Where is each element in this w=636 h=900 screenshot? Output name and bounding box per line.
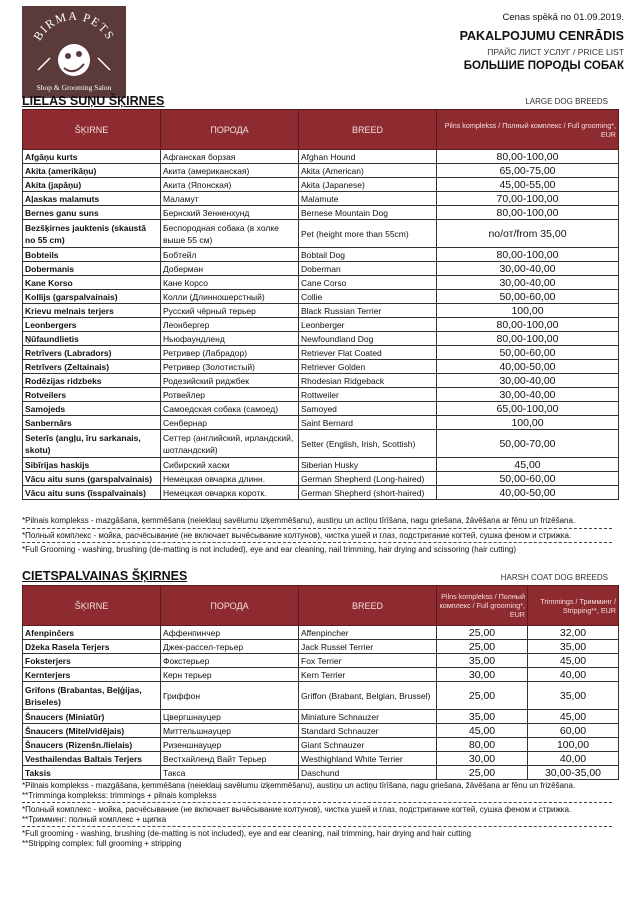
- note-lv-trimming: **Trimminga komplekss: trimmings + pilnais komplekss: [22, 790, 217, 800]
- table-row: [23, 710, 619, 724]
- table-row: [23, 220, 619, 248]
- table-row: [23, 262, 619, 276]
- table-row: [23, 178, 619, 192]
- table-row: [23, 332, 619, 346]
- cell-breed-lv: Krievu melnais terjers: [23, 304, 161, 318]
- cell-price: 35,00: [437, 710, 528, 724]
- cell-price: 100,00: [437, 416, 619, 430]
- table-row: [23, 752, 619, 766]
- cell-breed-en: Cane Corso: [299, 276, 437, 290]
- table-row: [23, 388, 619, 402]
- table-row: [23, 724, 619, 738]
- cell-price: 45,00: [528, 654, 619, 668]
- note-lv: *Pilnais komplekss - mazgāšana, ķemmēšana (neieklauj savēlumu izķemmēšanu), austiņu un actiņu tīrīšana, nagu griešana, žāvēšana ar fēnu un frizēšana.: [22, 516, 576, 525]
- cell-price: 30,00-40,00: [437, 276, 619, 290]
- table-row: [23, 430, 619, 458]
- cell-breed-en: Bernese Mountain Dog: [299, 206, 437, 220]
- cell-breed-ru: Ретривер (Золотистый): [161, 360, 299, 374]
- table-row: [23, 654, 619, 668]
- cell-breed-ru: Вестхайленд Вайт Терьер: [161, 752, 299, 766]
- cell-breed-ru: Акита (американская): [161, 164, 299, 178]
- note-ru: *Полный комплекс - мойка, расчёсывание (не включает вычёсывание колтунов), чистка ушей и глаз, подстригание когтей, сушка феном и стрижка.: [22, 530, 572, 540]
- cell-breed-en: Collie: [299, 290, 437, 304]
- cell-breed-lv: Bezšķirnes jauktenis (skaustā no 55 cm): [23, 220, 161, 248]
- cell-breed-lv: Seterīs (angļu, īru sarkanais, skotu): [23, 430, 161, 458]
- large-breeds-en-title: LARGE DOG BREEDS: [525, 97, 608, 106]
- cell-breed-lv: Leonbergers: [23, 318, 161, 332]
- column-header-breed-en: BREED: [299, 110, 437, 150]
- cell-breed-en: German Shepherd (short-haired): [299, 486, 437, 500]
- cell-breed-en: Kern Terrier: [299, 668, 437, 682]
- cell-breed-ru: Ротвейлер: [161, 388, 299, 402]
- column-header-breed-lv: ŠĶIRNE: [23, 110, 161, 150]
- column-header-breed-en: BREED: [299, 586, 437, 626]
- cell-breed-en: Siberian Husky: [299, 458, 437, 472]
- cell-breed-lv: Foksterjers: [23, 654, 161, 668]
- cell-breed-ru: Сенбернар: [161, 416, 299, 430]
- cell-breed-ru: Сибирский хаски: [161, 458, 299, 472]
- cell-breed-ru: Бернский Зенненхунд: [161, 206, 299, 220]
- cell-price: 40,00: [528, 668, 619, 682]
- harsh-coat-en-title: HARSH COAT DOG BREEDS: [500, 573, 608, 582]
- cell-breed-ru: Ризеншнауцер: [161, 738, 299, 752]
- cell-breed-ru: Беспородная собака (в холке выше 55 см): [161, 220, 299, 248]
- cell-breed-ru: Акита (Японская): [161, 178, 299, 192]
- cell-breed-ru: Бобтейл: [161, 248, 299, 262]
- note-en: *Full Grooming - washing, brushing (de-matting is not included), eye and ear cleaning, nail trimming, hair drying and scissoring (hair cutting): [22, 545, 517, 555]
- column-header-breed-ru: ПОРОДА: [161, 586, 299, 626]
- cell-price: 30,00: [437, 668, 528, 682]
- cell-breed-ru: Ньюфаундленд: [161, 332, 299, 346]
- cell-breed-ru: Русский чёрный терьер: [161, 304, 299, 318]
- cell-breed-lv: Akita (amerikāņu): [23, 164, 161, 178]
- table-row: [23, 374, 619, 388]
- cell-breed-lv: Rodēzijas ridzbeks: [23, 374, 161, 388]
- cell-breed-ru: Кане Корсо: [161, 276, 299, 290]
- cell-price: 45,00: [437, 724, 528, 738]
- cell-breed-lv: Afgāņu kurts: [23, 150, 161, 164]
- cell-price: 70,00-100,00: [437, 192, 619, 206]
- table-row: [23, 192, 619, 206]
- cell-price: 100,00: [437, 304, 619, 318]
- cell-breed-lv: Afenpinčers: [23, 626, 161, 640]
- note-en-stripping: **Stripping complex: full grooming + stripping: [22, 838, 182, 848]
- table-row: [23, 304, 619, 318]
- column-header-full-grooming: Pilns komplekss / Полный комплекс / Full grooming*, EUR: [437, 110, 619, 150]
- table-row: [23, 682, 619, 710]
- cell-breed-ru: Леонбергер: [161, 318, 299, 332]
- large-breeds-ru-title: БОЛЬШИЕ ПОРОДЫ СОБАК: [463, 60, 624, 72]
- table-row: [23, 164, 619, 178]
- cell-breed-en: Saint Bernard: [299, 416, 437, 430]
- cell-breed-ru: Фокстерьер: [161, 654, 299, 668]
- cell-breed-ru: Цвергшнауцер: [161, 710, 299, 724]
- cell-breed-en: Malamute: [299, 192, 437, 206]
- price-list-header: [460, 12, 624, 72]
- cell-breed-lv: Vācu aitu suns (īsspalvainais): [23, 486, 161, 500]
- cell-breed-lv: Bernes ganu suns: [23, 206, 161, 220]
- cell-breed-lv: Kernterjers: [23, 668, 161, 682]
- table-row: [23, 416, 619, 430]
- cell-breed-en: Affenpincher: [299, 626, 437, 640]
- cell-price: 80,00-100,00: [437, 248, 619, 262]
- table-row: [23, 360, 619, 374]
- cell-price: 65,00-100,00: [437, 402, 619, 416]
- cell-breed-en: Leonberger: [299, 318, 437, 332]
- cell-breed-ru: Керн терьер: [161, 668, 299, 682]
- cell-breed-en: Akita (American): [299, 164, 437, 178]
- cell-breed-lv: Retrīvers (Zeltainais): [23, 360, 161, 374]
- table-row: [23, 290, 619, 304]
- cell-price: 40,00-50,00: [437, 360, 619, 374]
- note-en: *Full grooming - washing, brushing (de-matting is not included), eye and ear cleaning, nail trimming, hair drying and hair cutting: [22, 829, 472, 839]
- harsh-coat-notes: [22, 781, 612, 849]
- cell-breed-ru: Доберман: [161, 262, 299, 276]
- table-row: [23, 248, 619, 262]
- document-title: PAKALPOJUMU CENRĀDIS: [459, 29, 624, 43]
- cell-breed-en: Black Russian Terrier: [299, 304, 437, 318]
- cell-breed-lv: Taksis: [23, 766, 161, 780]
- cell-breed-ru: Афганская борзая: [161, 150, 299, 164]
- cell-breed-lv: Grifons (Brabantas, Beļģijas, Briseles): [23, 682, 161, 710]
- table-row: [23, 738, 619, 752]
- large-breeds-title: LIELAS SUŅU ŠĶIRNES: [22, 94, 165, 108]
- cell-breed-en: Miniature Schnauzer: [299, 710, 437, 724]
- table-row: [23, 206, 619, 220]
- cell-price: 50,00-70,00: [437, 430, 619, 458]
- cell-breed-lv: Sibīrijas haskijs: [23, 458, 161, 472]
- divider: [22, 528, 612, 529]
- cell-breed-en: Newfoundland Dog: [299, 332, 437, 346]
- cell-breed-en: Bobtail Dog: [299, 248, 437, 262]
- cell-breed-lv: Vācu aitu suns (garspalvainais): [23, 472, 161, 486]
- cell-breed-lv: Vesthailendas Baltais Terjers: [23, 752, 161, 766]
- cell-price: 50,00-60,00: [437, 472, 619, 486]
- cell-price: 35,00: [528, 640, 619, 654]
- cell-breed-ru: Джек-рассел-терьер: [161, 640, 299, 654]
- birma-pets-logo: [22, 6, 126, 98]
- cell-price: 35,00: [528, 682, 619, 710]
- cell-price: no/от/from 35,00: [437, 220, 619, 248]
- cell-breed-lv: Šnaucers (Rizenšn./lielais): [23, 738, 161, 752]
- table-row: [23, 318, 619, 332]
- cell-price: 30,00-35,00: [528, 766, 619, 780]
- cell-price: 25,00: [437, 766, 528, 780]
- divider: [22, 826, 612, 827]
- cell-price: 25,00: [437, 626, 528, 640]
- cell-price: 50,00-60,00: [437, 290, 619, 304]
- cell-price: 80,00-100,00: [437, 318, 619, 332]
- cell-breed-en: Jack Russel Terrier: [299, 640, 437, 654]
- cell-price: 30,00-40,00: [437, 374, 619, 388]
- cell-breed-lv: Sanbernārs: [23, 416, 161, 430]
- svg-text:BIRMA PETS: BIRMA PETS: [30, 8, 118, 43]
- cell-breed-lv: Kollijs (garspalvainais): [23, 290, 161, 304]
- cell-price: 45,00: [528, 710, 619, 724]
- cell-price: 50,00-60,00: [437, 346, 619, 360]
- cell-breed-ru: Ретривер (Лабрадор): [161, 346, 299, 360]
- cell-price: 60,00: [528, 724, 619, 738]
- cell-breed-en: German Shepherd (Long-haired): [299, 472, 437, 486]
- cell-breed-ru: Самоедская собака (самоед): [161, 402, 299, 416]
- cell-price: 32,00: [528, 626, 619, 640]
- cell-breed-lv: Retrīvers (Labradors): [23, 346, 161, 360]
- table-row: [23, 276, 619, 290]
- cell-breed-en: Westhighland White Terrier: [299, 752, 437, 766]
- cell-breed-ru: Такса: [161, 766, 299, 780]
- cell-breed-en: Pet (height more than 55cm): [299, 220, 437, 248]
- table-row: [23, 346, 619, 360]
- cell-breed-ru: Сеттер (английский, ирландский, шотландский): [161, 430, 299, 458]
- document-subtitle: ПРАЙС ЛИСТ УСЛУГ / PRICE LIST: [487, 47, 624, 57]
- cell-breed-lv: Rotveilers: [23, 388, 161, 402]
- cell-price: 45,00: [437, 458, 619, 472]
- table-row: [23, 668, 619, 682]
- cell-price: 45,00-55,00: [437, 178, 619, 192]
- cell-breed-en: Afghan Hound: [299, 150, 437, 164]
- cell-breed-lv: Dobermanis: [23, 262, 161, 276]
- cell-breed-en: Retriever Golden: [299, 360, 437, 374]
- cell-breed-en: Griffon (Brabant, Belgian, Brussel): [299, 682, 437, 710]
- cell-breed-lv: Samojeds: [23, 402, 161, 416]
- cell-breed-lv: Ņūfaundlietis: [23, 332, 161, 346]
- note-ru-trimming: **Тримминг: полный комплекс + щипка: [22, 814, 167, 824]
- cell-breed-en: Retriever Flat Coated: [299, 346, 437, 360]
- cell-breed-ru: Миттельшнауцер: [161, 724, 299, 738]
- table-row: [23, 458, 619, 472]
- table-row: [23, 472, 619, 486]
- cell-breed-lv: Aļaskas malamuts: [23, 192, 161, 206]
- cell-breed-ru: Родезийский риджбек: [161, 374, 299, 388]
- table-row: [23, 766, 619, 780]
- cell-breed-ru: Колли (Длинношерстный): [161, 290, 299, 304]
- column-header-full-grooming: Pilns komplekss / Полный комплекс / Full grooming*, EUR: [437, 586, 528, 626]
- column-header-breed-lv: ŠĶIRNE: [23, 586, 161, 626]
- cell-price: 80,00-100,00: [437, 206, 619, 220]
- cell-price: 100,00: [528, 738, 619, 752]
- note-lv: *Pilnais komplekss - mazgāšana, ķemmēšana (neieklauj savēlumu izķemmēšanu), austiņu un actiņu tīrīšana, nagu griešana, žāvēšana ar fēnu un frizēšana.: [22, 781, 576, 790]
- cell-price: 30,00-40,00: [437, 388, 619, 402]
- table-row: [23, 150, 619, 164]
- svg-text:Shop & Grooming Salon: Shop & Grooming Salon: [36, 83, 112, 92]
- valid-from-date: Cenas spēkā no 01.09.2019.: [502, 12, 624, 23]
- cell-breed-en: Daschund: [299, 766, 437, 780]
- cell-breed-en: Fox Terrier: [299, 654, 437, 668]
- divider: [22, 802, 612, 803]
- large-breeds-table: [22, 109, 619, 500]
- cell-breed-lv: Šnaucers (Miniatūr): [23, 710, 161, 724]
- cell-breed-lv: Džeka Rasela Terjers: [23, 640, 161, 654]
- note-ru: *Полный комплекс - мойка, расчёсывание (не включает вычёсывание колтунов), чистка ушей и глаз, подстригание когтей, сушка феном и стрижка.: [22, 805, 572, 815]
- cell-breed-en: Akita (Japanese): [299, 178, 437, 192]
- cell-price: 30,00-40,00: [437, 262, 619, 276]
- cell-price: 25,00: [437, 682, 528, 710]
- harsh-coat-title: CIETSPALVAINAS ŠĶIRNES: [22, 569, 188, 583]
- cell-breed-en: Giant Schnauzer: [299, 738, 437, 752]
- table-row: [23, 402, 619, 416]
- table-row: [23, 640, 619, 654]
- cell-breed-lv: Kane Korso: [23, 276, 161, 290]
- cell-breed-ru: Немецкая овчарка длинн.: [161, 472, 299, 486]
- large-breeds-notes: [22, 516, 612, 555]
- cell-breed-ru: Маламут: [161, 192, 299, 206]
- cell-price: 65,00-75,00: [437, 164, 619, 178]
- cell-breed-en: Rottweiler: [299, 388, 437, 402]
- harsh-coat-table: [22, 585, 619, 780]
- column-header-trimming: Trimmings / Тримминг / Stripping**, EUR: [528, 586, 619, 626]
- cell-breed-lv: Šnaucers (Mitel/vidējais): [23, 724, 161, 738]
- cell-breed-lv: Bobteils: [23, 248, 161, 262]
- table-row: [23, 626, 619, 640]
- cell-price: 40,00-50,00: [437, 486, 619, 500]
- cell-price: 35,00: [437, 654, 528, 668]
- cell-breed-en: Samoyed: [299, 402, 437, 416]
- table-row: [23, 486, 619, 500]
- cell-breed-ru: Гриффон: [161, 682, 299, 710]
- cell-price: 30,00: [437, 752, 528, 766]
- cell-price: 80,00-100,00: [437, 150, 619, 164]
- column-header-breed-ru: ПОРОДА: [161, 110, 299, 150]
- cell-breed-en: Standard Schnauzer: [299, 724, 437, 738]
- cell-price: 25,00: [437, 640, 528, 654]
- cell-breed-ru: Аффенпинчер: [161, 626, 299, 640]
- divider: [22, 542, 612, 543]
- cell-price: 40,00: [528, 752, 619, 766]
- cell-breed-lv: Akita (japāņu): [23, 178, 161, 192]
- cell-breed-en: Rhodesian Ridgeback: [299, 374, 437, 388]
- cell-price: 80,00-100,00: [437, 332, 619, 346]
- cell-breed-ru: Немецкая овчарка коротк.: [161, 486, 299, 500]
- cell-price: 80,00: [437, 738, 528, 752]
- cell-breed-en: Setter (English, Irish, Scottish): [299, 430, 437, 458]
- cell-breed-en: Doberman: [299, 262, 437, 276]
